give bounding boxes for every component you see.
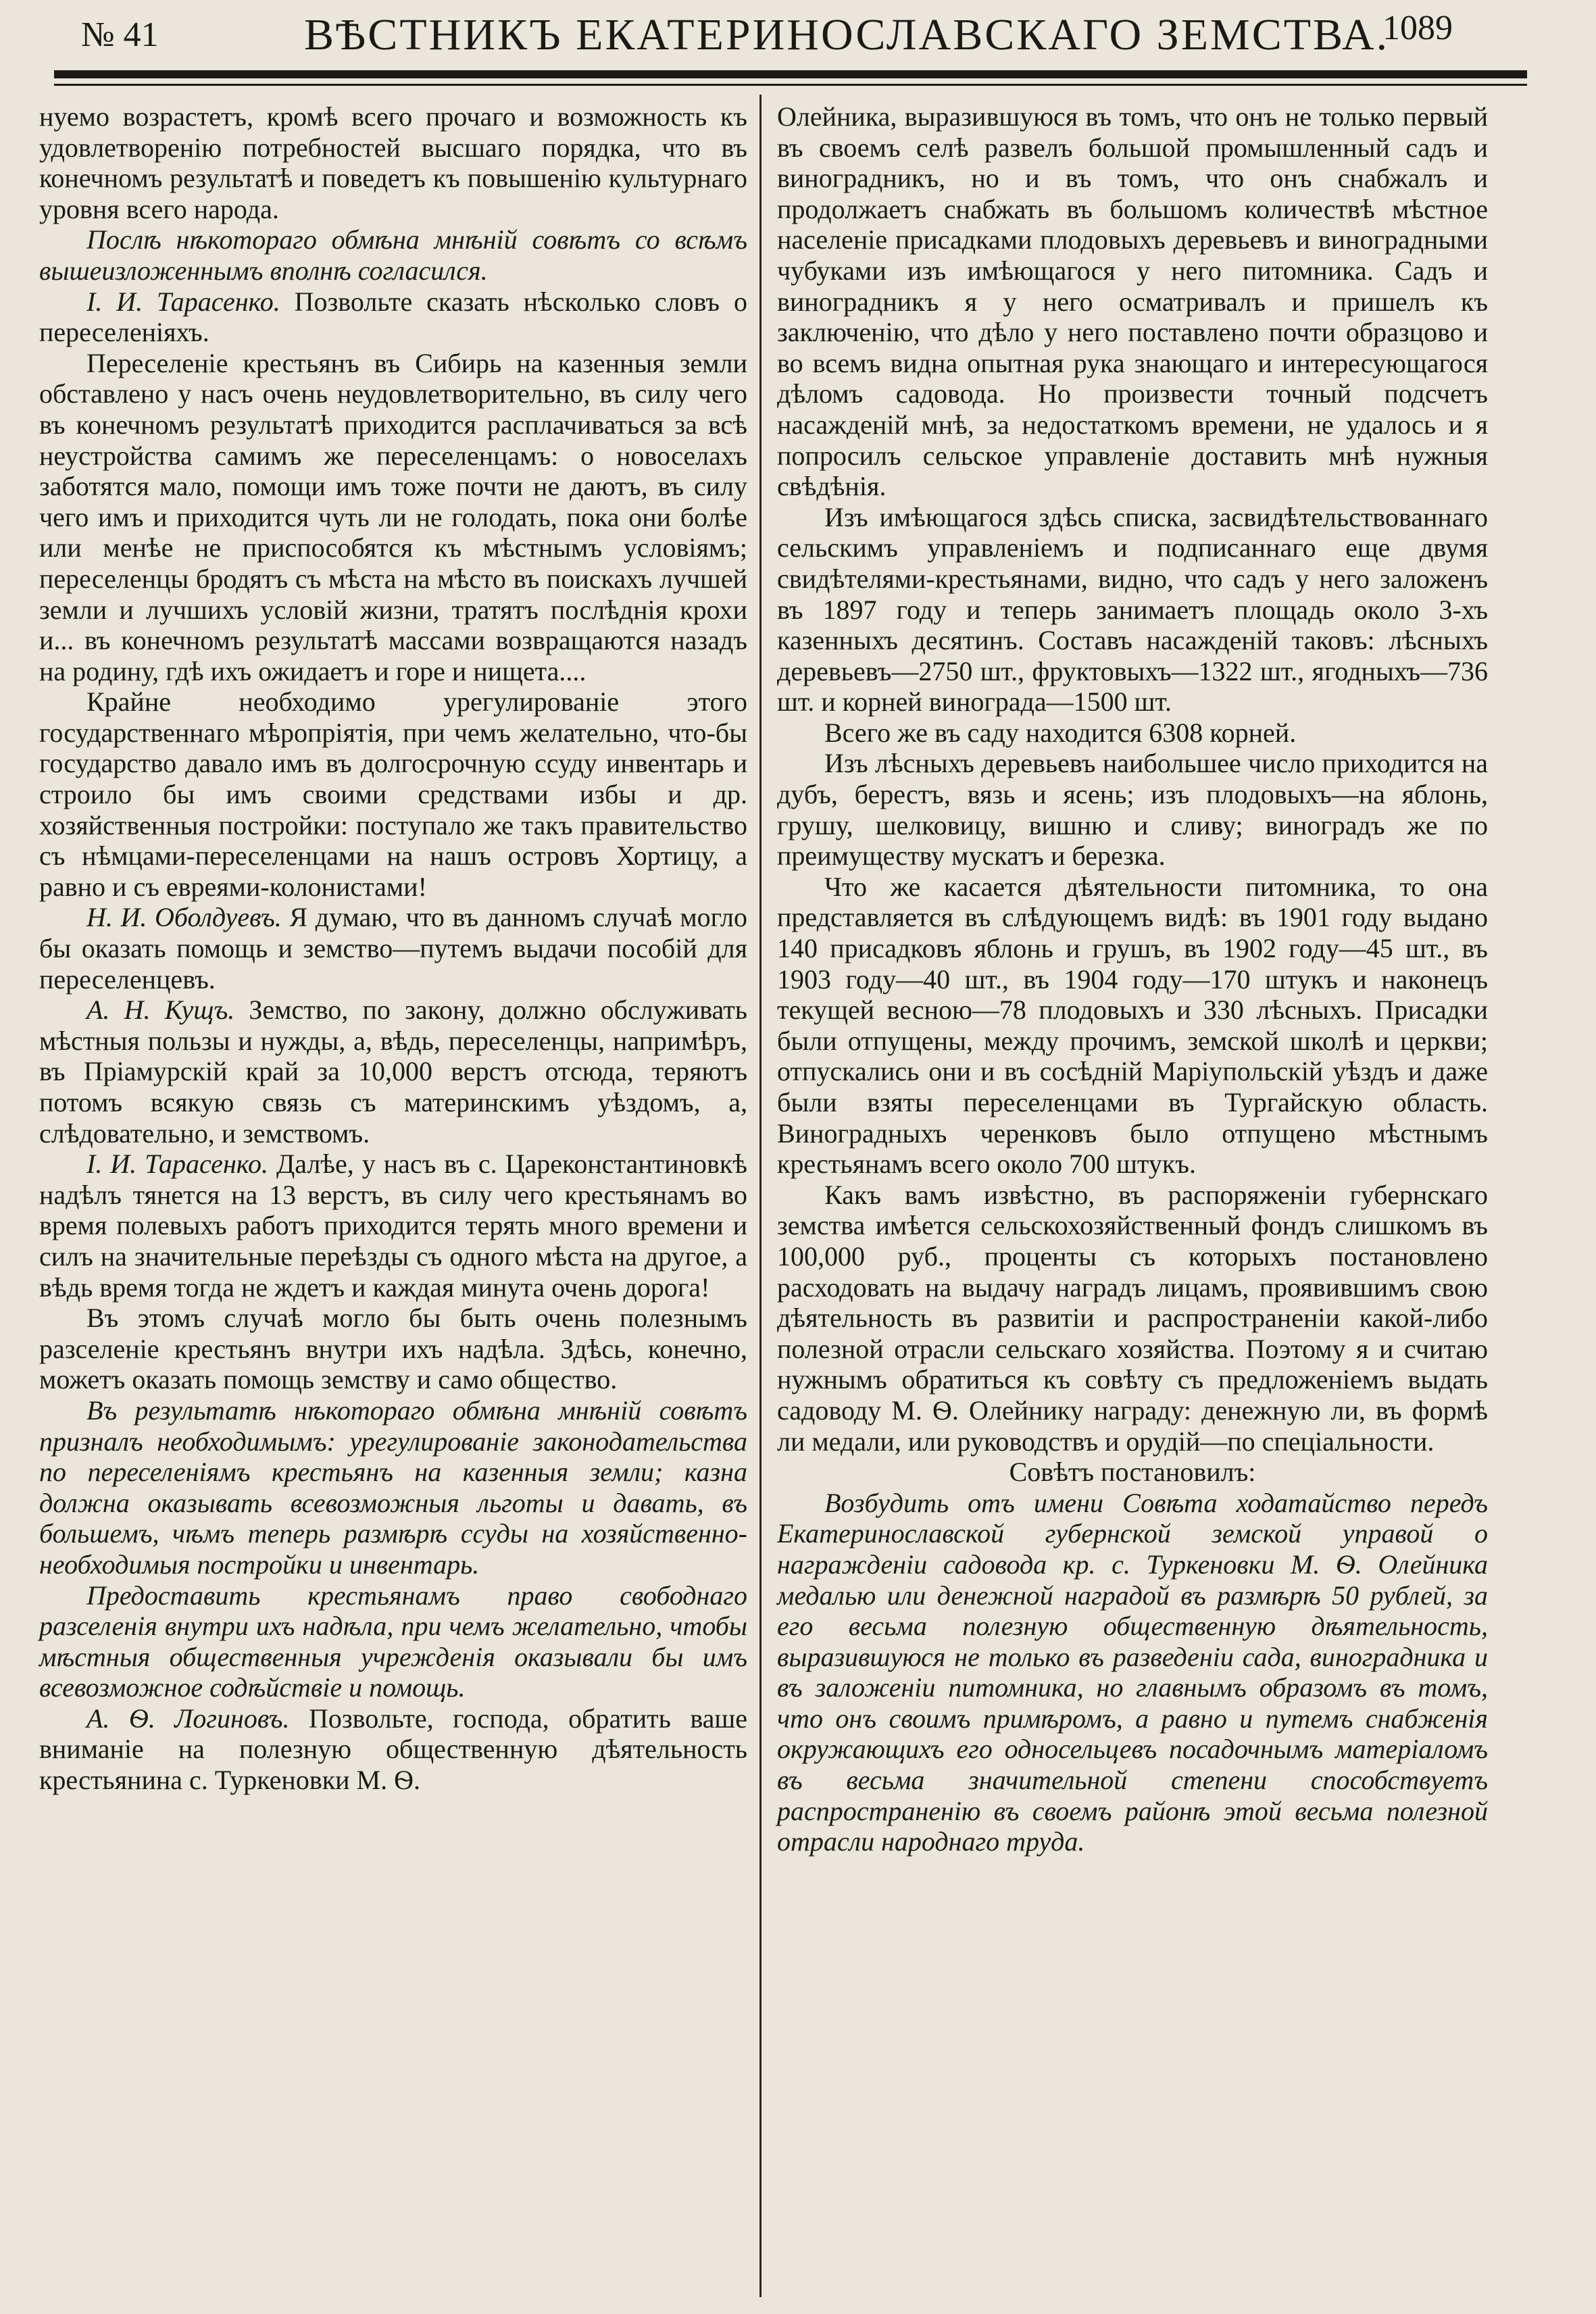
- speech-text: Я думаю, что въ данномъ случаѣ могло бы оказать помощь и земство—путемъ выдачи пособій для переселенцевъ.: [39, 902, 747, 995]
- paragraph: Возбудить отъ имени Совѣта ходатайство передъ Екатеринославской губернской земской управой о награжденіи садовода кр. с. Туркеновки М. Ѳ. Олейника медалью или денежной наградой въ размѣрѣ 50 рублей, за его весьма полезную общественную дѣятельность, выразившуюся не только въ разведеніи сада, виноградника и въ заложеніи питомника, но главнымъ образомъ въ томъ, что онъ своимъ примѣромъ, а равно и путемъ снабженія окружающихъ его односельцевъ посадочнымъ матеріаломъ въ весьма значительной степени способствуетъ распространенію въ своемъ районѣ этой весьма полезной отрасли народнаго труда.: [777, 1487, 1488, 1857]
- journal-title: ВѢСТНИКЪ ЕКАТЕРИНОСЛАВСКАГО ЗЕМСТВА.: [304, 10, 1390, 59]
- paragraph: Олейника, выразившуюся въ томъ, что онъ не только первый въ своемъ селѣ развелъ большой промышленный садъ и виноградникъ, но и въ томъ, что онъ снабжалъ и продолжаетъ снабжать въ большомъ количествѣ мѣстное населеніе присадками плодовыхъ деревьевъ и виноградными чубуками изъ имѣющагося у него питомника. Садъ и виноградникъ я у него осматривалъ и пришелъ къ заключенію, что дѣло у него поставлено почти образцово и во всемъ видна опытная рука знающаго и интересующагося дѣломъ садовода. Но произвести точный подсчетъ насажденій мнѣ, за недостаткомъ времени, не удалось и я попросилъ сельское управленіе доставить мнѣ нужныя свѣдѣнія.: [777, 101, 1488, 502]
- paragraph: [39, 902, 747, 995]
- header-rule-thin: [54, 84, 1527, 86]
- paragraph: [39, 286, 747, 348]
- page-number: 1089: [1382, 9, 1453, 47]
- paragraph: Въ результатѣ нѣкотораго обмѣна мнѣній совѣтъ призналъ необходимымъ: урегулированіе законодательства по переселеніямъ крестьянъ на казенныя земли; казна должна оказывать всевозможныя льготы и давать, въ большемъ, чѣмъ теперь размѣрѣ ссуды на хозяйственно-необходимыя постройки и инвентарь.: [39, 1394, 747, 1580]
- paragraph: Переселеніе крестьянъ въ Сибирь на казенныя земли обставлено у насъ очень неудовлетворительно, въ силу чего въ конечномъ результатѣ приходится расплачиваться за всѣ неустройства самимъ же переселенцамъ: о новоселахъ заботятся мало, помощи имъ тоже почти не даютъ, въ силу чего имъ и приходится чуть ли не голодать, пока они болѣе или менѣе не приспособятся къ мѣстнымъ условіямъ; переселенцы бродятъ съ мѣста на мѣсто въ поискахъ лучшей земли и лучшихъ условій жизни, тратятъ послѣднія крохи и... въ конечномъ результатѣ массами возвращаются назадъ на родину, гдѣ ихъ ожидаетъ и горе и нищета....: [39, 347, 747, 686]
- paragraph: Изъ имѣющагося здѣсь списка, засвидѣтельствованнаго сельскимъ управленіемъ и подписаннаго еще двумя свидѣтелями-крестьянами, видно, что садъ у него заложенъ въ 1897 году и теперь занимаетъ площадь около 3-хъ казенныхъ десятинъ. Составъ насажденій таковъ: лѣсныхъ деревьевъ—2750 шт., фруктовыхъ—1322 шт., ягодныхъ—736 шт. и корней винограда—1500 шт.: [777, 501, 1488, 718]
- speech-text: Далѣе, у насъ въ с. Цареконстантиновкѣ надѣлъ тянется на 13 верстъ, въ силу чего крестьянамъ во время полевыхъ работъ приходится терять много времени и силъ на значительные переѣзды съ одного мѣста на другое, а вѣдь время тогда не ждетъ и каждая минута очень дорога!: [39, 1149, 747, 1303]
- paragraph: Всего же въ саду находится 6308 корней.: [824, 717, 1297, 748]
- header-rule-thick: [54, 70, 1527, 78]
- speaker-name: А. Ѳ. Логиновъ.: [86, 1703, 290, 1734]
- paragraph: Крайне необходимо урегулированіе этого государственнаго мѣропріятія, при чемъ желательно, что-бы государство давало имъ въ долгосрочную ссуду инвентарь и строило бы имъ своими средствами избы и др. хозяйственныя постройки: поступало же такъ правительство съ нѣмцами-переселенцами на нашъ островъ Хортицу, а равно и съ евреями-колонистами!: [39, 686, 747, 902]
- left-column: [39, 101, 747, 1796]
- paragraph: Въ этомъ случаѣ могло бы быть очень полезнымъ разселеніе крестьянъ внутри ихъ надѣла. Здѣсь, конечно, можетъ оказать помощь земству и само общество.: [39, 1303, 747, 1395]
- paragraph: Послѣ нѣкотораго обмѣна мнѣній совѣтъ со всѣмъ вышеизложеннымъ вполнѣ согласился.: [39, 224, 747, 286]
- paragraph: Предоставить крестьянамъ право свободнаго разселенія внутри ихъ надѣла, при чемъ желательно, чтобы мѣстныя общественныя учрежденія оказывали бы имъ всевозможное содѣйствіе и помощь.: [39, 1580, 747, 1703]
- paragraph: Какъ вамъ извѣстно, въ распоряженіи губернскаго земства имѣется сельскохозяйственный фондъ слишкомъ въ 100,000 руб., проценты съ которыхъ постановлено расходовать на выдачу наградъ лицамъ, проявившимъ свою дѣятельность въ развитіи и распространеніи какой-либо полезной отрасли сельскаго хозяйства. Поэтому я и считаю нужнымъ обратиться къ совѣту съ предложеніемъ выдать садоводу М. Ѳ. Олейнику награду: денежную ли, въ формѣ ли медали, или руководствъ и орудій—по спеціальности.: [777, 1179, 1488, 1457]
- speech-text: Позвольте сказать нѣсколько словъ о переселеніяхъ.: [39, 286, 747, 348]
- speaker-name: А. Н. Кущъ.: [86, 995, 235, 1026]
- speech-text: Земство, по закону, должно обслуживать мѣстныя пользы и нужды, а, вѣдь, переселенцы, напримѣръ, въ Пріамурскій край за 10,000 верстъ отсюда, теряютъ потомъ всякую связь съ материнскимъ уѣздомъ, а, слѣдовательно, и земствомъ.: [39, 995, 747, 1149]
- paragraph: нуемо возрастетъ, кромѣ всего прочаго и возможность къ удовлетворенію потребностей высшаго порядка, что въ конечномъ результатѣ и поведетъ къ повышенію культурнаго уровня всего народа.: [39, 101, 747, 224]
- column-divider: [759, 95, 762, 2297]
- paragraph: Что же касается дѣятельности питомника, то она представляется въ слѣдующемъ видѣ: въ 1901 году выдано 140 присадковъ яблонь и грушъ, въ 1902 году—45 шт., въ 1903 году—40 шт., въ 1904 году—170 штукъ и наконецъ текущей весною—78 плодовыхъ и 330 лѣсныхъ. Присадки были отпущены, между прочимъ, земской школѣ и церкви; отпускались они и въ сосѣдній Маріупольскій уѣздъ и даже были взяты переселенцами въ Тургайскую область. Виноградныхъ черенковъ было отпущено мѣстнымъ крестьянамъ всего около 700 штукъ.: [777, 871, 1488, 1180]
- speaker-name: І. И. Тарасенко.: [86, 1149, 268, 1180]
- paragraph: Совѣтъ постановилъ:: [1009, 1457, 1256, 1488]
- speech-text: Позвольте, господа, обратить ваше вниманіе на полезную общественную дѣятельность крестьянина с. Туркеновки М. Ѳ.: [39, 1703, 747, 1796]
- paragraph: [39, 1703, 747, 1796]
- right-column: [777, 101, 1488, 1857]
- paragraph: Изъ лѣсныхъ деревьевъ наибольшее число приходится на дубъ, берестъ, вязь и ясень; изъ плодовыхъ—на яблонь, грушу, шелковицу, вишню и сливу; виноградъ же по преимуществу мускатъ и березка.: [777, 748, 1488, 872]
- running-header: [74, 5, 1460, 66]
- speaker-name: І. И. Тарасенко.: [86, 286, 280, 317]
- issue-number: № 41: [81, 16, 159, 54]
- speaker-name: Н. И. Оболдуевъ.: [86, 902, 282, 933]
- paragraph: [39, 1149, 747, 1303]
- paragraph: [39, 995, 747, 1149]
